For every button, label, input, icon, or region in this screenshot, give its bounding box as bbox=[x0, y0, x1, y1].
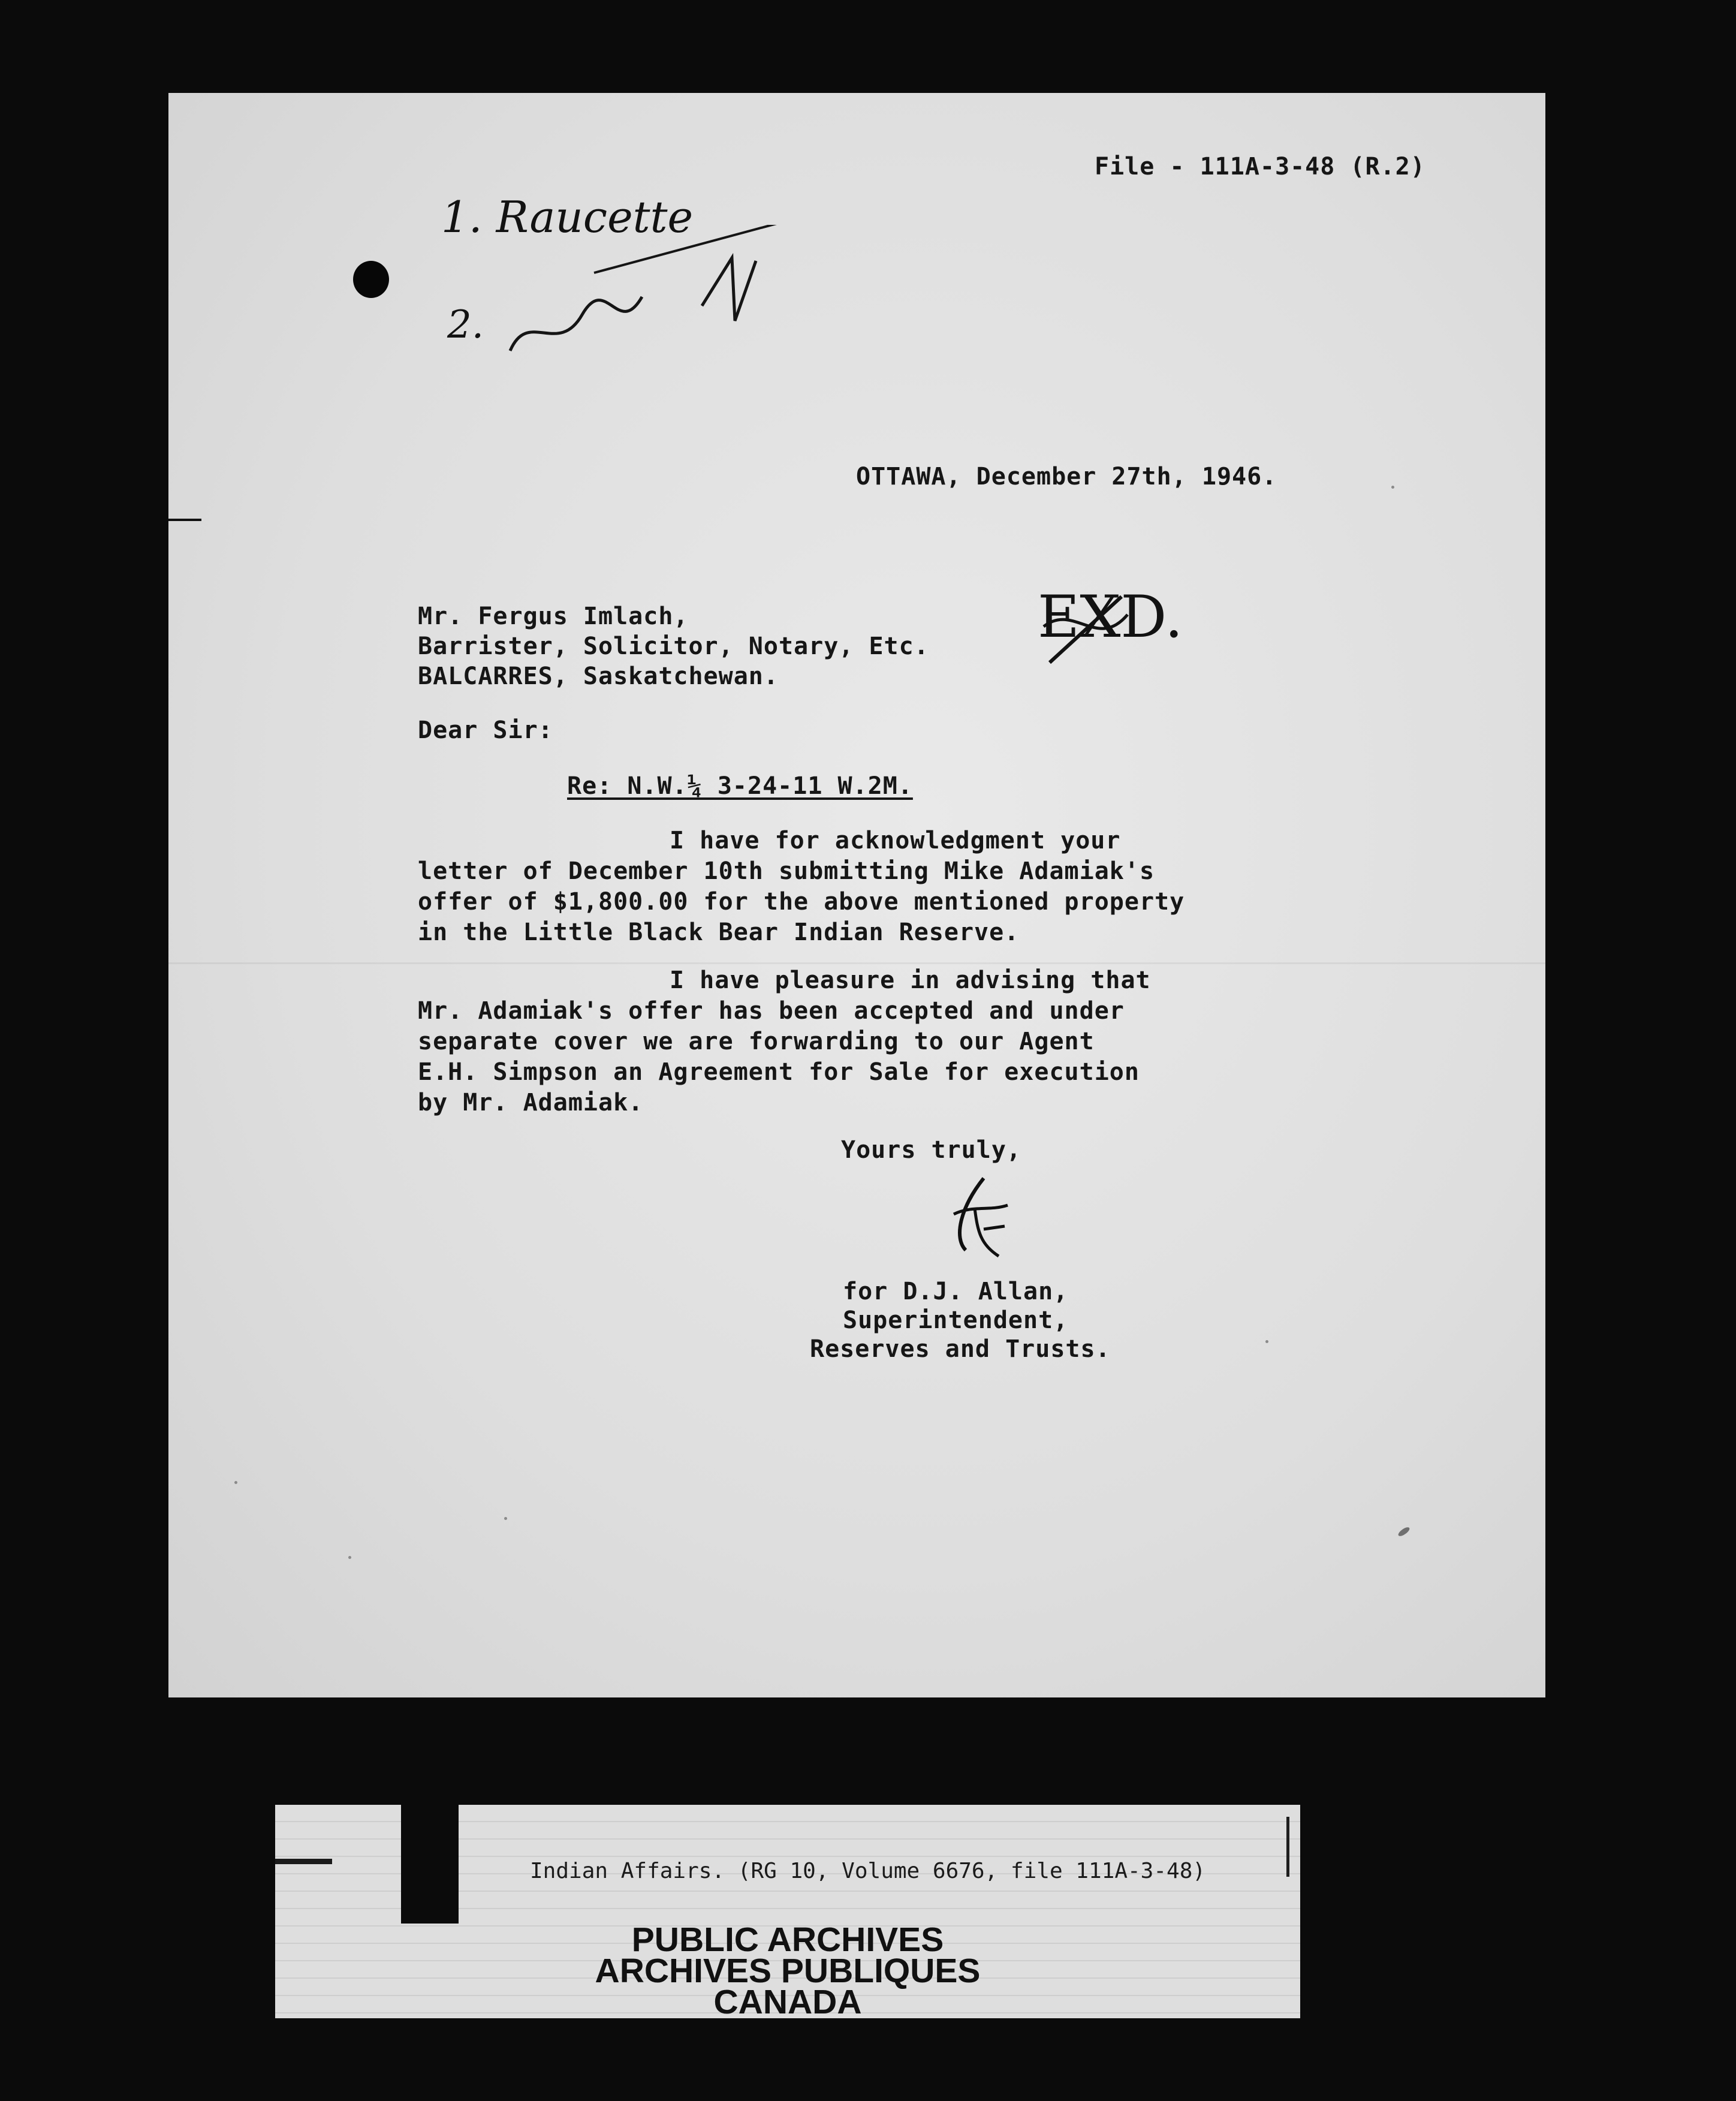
stamp-strike bbox=[1032, 591, 1140, 675]
para2-line: Mr. Adamiak's offer has been accepted and under bbox=[418, 997, 1125, 1025]
label-tick bbox=[1286, 1817, 1289, 1877]
closing: Yours truly, bbox=[841, 1136, 1021, 1164]
ink-speck bbox=[1391, 486, 1394, 489]
archive-citation: Indian Affairs. (RG 10, Volume 6676, file 111A-3-48) bbox=[530, 1859, 1206, 1883]
archive-label bbox=[275, 1805, 1300, 2021]
label-bar bbox=[275, 1859, 332, 1864]
fold-line bbox=[168, 962, 1545, 964]
para1-line: offer of $1,800.00 for the above mentioned property bbox=[418, 888, 1185, 916]
para2-line: E.H. Simpson an Agreement for Sale for execution bbox=[418, 1058, 1140, 1086]
signature-block bbox=[810, 1277, 1111, 1363]
paragraph-2 bbox=[418, 965, 1151, 1118]
para2-line: I have pleasure in advising that bbox=[670, 967, 1151, 994]
paragraph-1 bbox=[418, 826, 1185, 948]
signer-name: for D.J. Allan, bbox=[843, 1278, 1069, 1305]
ink-speck bbox=[1397, 1526, 1410, 1538]
ink-speck bbox=[1265, 1340, 1268, 1343]
date-line: OTTAWA, December 27th, 1946. bbox=[856, 463, 1277, 490]
signer-title: Superintendent, bbox=[843, 1307, 1069, 1334]
label-notch bbox=[401, 1805, 459, 1924]
archive-name-en: PUBLIC ARCHIVES bbox=[631, 1921, 944, 1959]
handwritten-note-1: 1. Raucette bbox=[441, 192, 694, 242]
para2-line: by Mr. Adamiak. bbox=[418, 1089, 644, 1116]
exd-stamp: EXD. bbox=[1038, 583, 1183, 651]
para1-line: I have for acknowledgment your bbox=[670, 827, 1121, 854]
handwritten-note-2: 2. bbox=[447, 303, 484, 347]
ink-speck bbox=[348, 1556, 351, 1559]
recipient-profession: Barrister, Solicitor, Notary, Etc. bbox=[418, 633, 929, 660]
para2-line: separate cover we are forwarding to our Agent bbox=[418, 1028, 1095, 1055]
ink-speck bbox=[234, 1481, 237, 1484]
recipient-location: BALCARRES, Saskatchewan. bbox=[418, 663, 779, 690]
para1-line: letter of December 10th submitting Mike Adamiak's bbox=[418, 857, 1155, 885]
file-reference: File - 111A-3-48 (R.2) bbox=[1095, 153, 1425, 180]
signature-initials bbox=[942, 1172, 1020, 1262]
recipient-name: Mr. Fergus Imlach, bbox=[418, 603, 689, 630]
archive-country: CANADA bbox=[713, 1983, 862, 2021]
margin-mark bbox=[168, 519, 201, 521]
crossed-out-scribble bbox=[504, 225, 840, 369]
signer-department: Reserves and Trusts. bbox=[810, 1335, 1111, 1363]
letter-page bbox=[168, 93, 1545, 1697]
salutation: Dear Sir: bbox=[418, 717, 553, 744]
punch-hole bbox=[353, 261, 389, 298]
re-line: Re: N.W.¼ 3-24-11 W.2M. bbox=[567, 772, 913, 800]
ink-speck bbox=[504, 1517, 507, 1520]
archive-name-fr: ARCHIVES PUBLIQUES bbox=[595, 1952, 981, 1990]
recipient-address bbox=[418, 601, 929, 691]
para1-line: in the Little Black Bear Indian Reserve. bbox=[418, 919, 1020, 946]
